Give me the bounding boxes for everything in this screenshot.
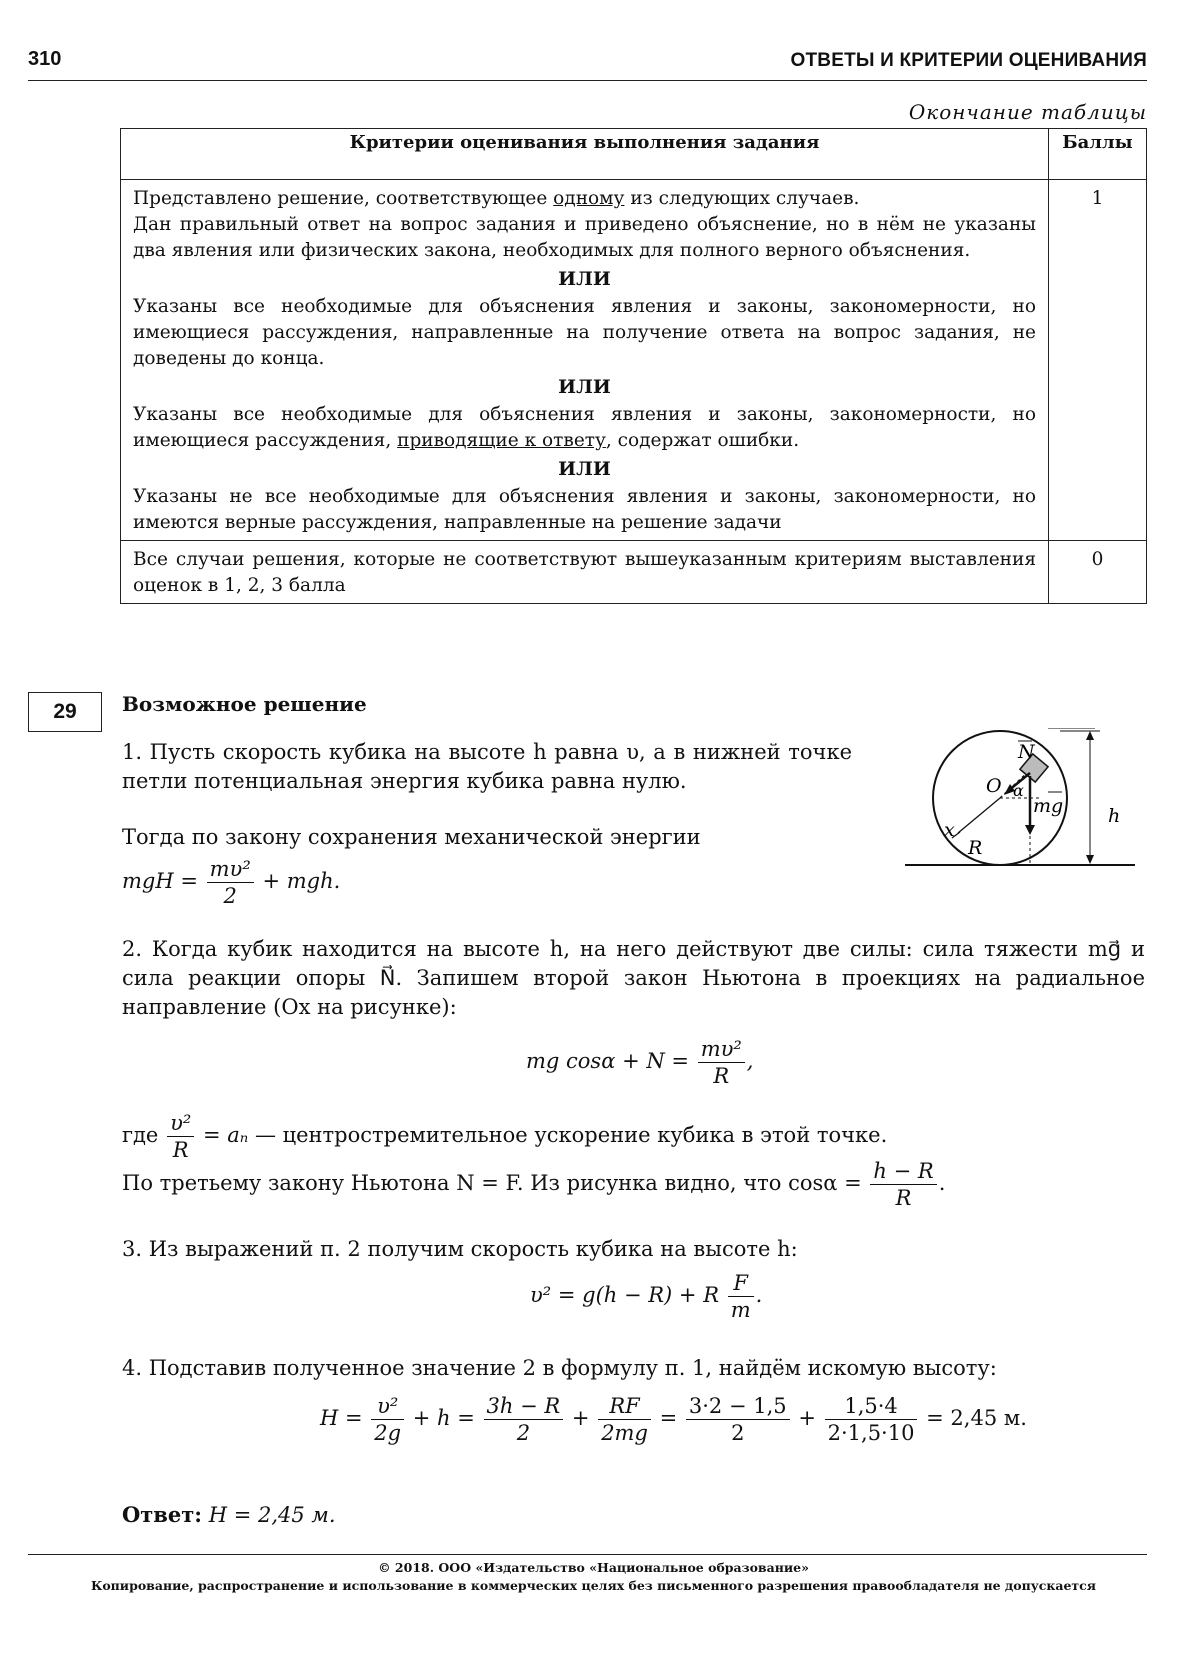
criteria-intro: Представлено решение, соответствующее одному из следующих случаев.: [133, 188, 860, 209]
or-separator: ИЛИ: [558, 268, 611, 290]
table-row: [121, 180, 1147, 541]
running-title: ОТВЕТЫ И КРИТЕРИИ ОЦЕНИВАНИЯ: [790, 50, 1147, 71]
height-label: h: [1108, 805, 1121, 827]
points-cell: 0: [1049, 541, 1147, 604]
copyright-line: © 2018. ООО «Издательство «Национальное образование»: [378, 1560, 809, 1575]
criteria-case: Дан правильный ответ на вопрос задания и приведено объяснение, но в нём не указаны два явления или физических закона, необходимых для полного верного объяснения.: [133, 214, 1036, 261]
page-number: 310: [28, 48, 62, 70]
footer-rule: [28, 1554, 1147, 1555]
task-number-box: 29: [28, 692, 102, 732]
newton-third-law-line: По третьему закону Ньютона N = F. Из рисунка видно, что cosα = $\frac{h - R}{R}$ .: [122, 1159, 946, 1210]
center-label: O: [986, 775, 1002, 797]
solution-title: Возможное решение: [122, 692, 367, 716]
velocity-equation: υ² = g(h − R) + R $\frac{F}{m}$ .: [530, 1271, 763, 1322]
loop-figure: [900, 728, 1140, 878]
criteria-cell: [121, 180, 1049, 541]
criteria-table: [120, 128, 1147, 604]
solution-step-4: 4. Подставив полученное значение 2 в формулу п. 1, найдём искомую высоту:: [122, 1356, 997, 1380]
energy-equation: mgH = $\frac{\text{mυ²}}{2}$ + mgh.: [122, 857, 341, 908]
newton-equation: mg cosα + N = $\frac{\text{mυ²}}{R}$ ,: [526, 1037, 754, 1088]
table-header-row: [121, 129, 1147, 180]
solution-step-1: 1. Пусть скорость кубика на высоте h равна υ, а в нижней точке петли потенциальная энергия кубика равна нулю.: [122, 740, 852, 793]
copyright-notice: Копирование, распространение и использование в коммерческих целях без письменного разрешения правообладателя не допускается: [90, 1578, 1097, 1593]
final-answer: Ответ: H = 2,45 м.: [122, 1502, 336, 1527]
centripetal-line: где $\frac{\text{υ²}}{R}$ = aₙ — центростремительное ускорение кубика в этой точке.: [122, 1111, 888, 1162]
height-equation: H = $\frac{\text{υ²}}{2g}$ + h = $\frac{3h - R}{2}$ + $\frac{RF}{2mg}$ = $\frac{3\cdot 2 - 1,5}{2}$ + $\frac{1,5\cdot 4}{2\cdot 1,5\cdot 10}$ = 2,45 м.: [320, 1394, 1027, 1445]
or-separator: ИЛИ: [558, 458, 611, 480]
criteria-column-header: Критерии оценивания выполнения задания: [121, 129, 1049, 180]
criteria-case: Указаны все необходимые для объяснения явления и законы, закономерности, но имеющиеся рассуждения, приводящие к ответу, содержат ошибки.: [133, 404, 1036, 451]
solution-step-3: 3. Из выражений п. 2 получим скорость кубика на высоте h:: [122, 1237, 798, 1261]
criteria-cell: Все случаи решения, которые не соответствуют вышеуказанным критериям выставления оценок в 1, 2, 3 балла: [121, 541, 1049, 604]
solution-step-1-continued: Тогда по закону сохранения механической энергии: [122, 825, 701, 849]
header-rule: [28, 80, 1147, 81]
table-row: [121, 541, 1147, 604]
points-cell: 1: [1049, 180, 1147, 541]
alpha-label: α: [1013, 781, 1024, 800]
normal-force-label: N: [1018, 741, 1035, 763]
points-column-header: Баллы: [1049, 129, 1147, 180]
solution-step-2: 2. Когда кубик находится на высоте h, на него действуют две силы: сила тяжести mg⃗ и сила реакции опоры N⃗. Запишем второй закон Ньютона в проекциях на радиальное направление (Ox на рисунке):: [122, 937, 1145, 1019]
radius-label: R: [968, 837, 983, 859]
criteria-case: Указаны не все необходимые для объяснения явления и законы, закономерности, но имеются верные рассуждения, направленные на решение задачи: [133, 486, 1036, 533]
x-axis-label: x: [944, 819, 955, 841]
or-separator: ИЛИ: [558, 376, 611, 398]
gravity-label: mg: [1033, 795, 1064, 817]
table-caption: Окончание таблицы: [908, 100, 1147, 124]
criteria-case: Указаны все необходимые для объяснения явления и законы, закономерности, но имеющиеся рассуждения, направленные на получение ответа на вопрос задания, не доведены до конца.: [133, 296, 1036, 369]
